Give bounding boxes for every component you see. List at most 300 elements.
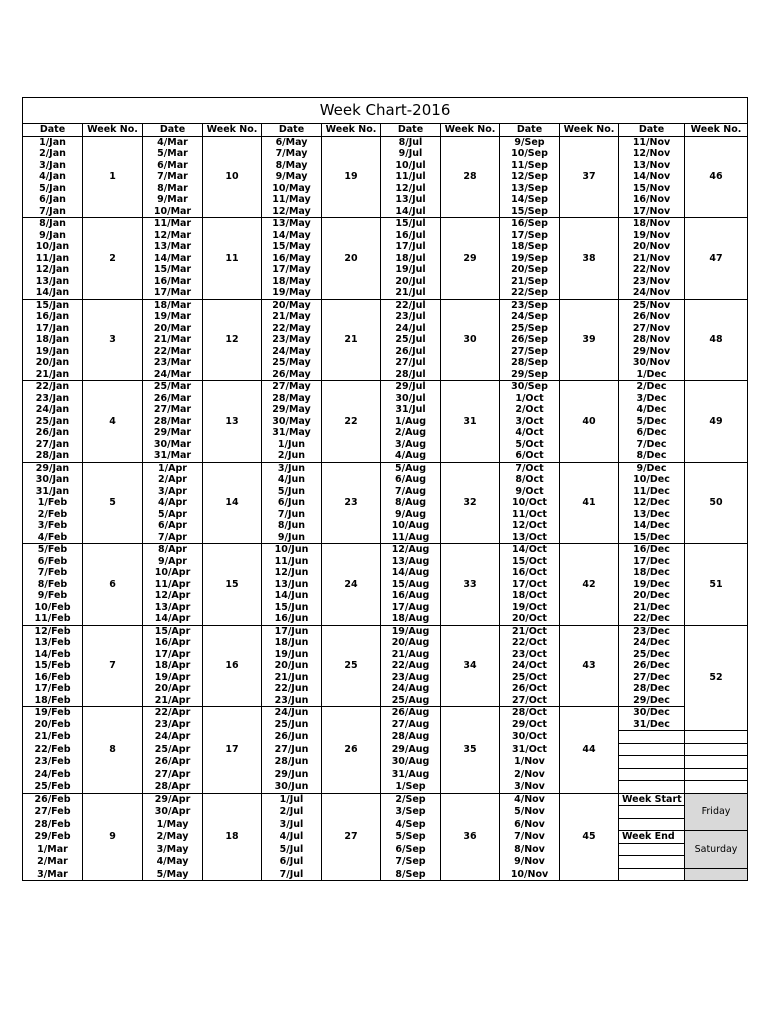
date-cell: 9/Jan bbox=[23, 230, 83, 242]
date-cell: 23/Oct bbox=[500, 649, 560, 661]
date-cell: 23/Jul bbox=[381, 311, 441, 323]
date-cell: 27/Jan bbox=[23, 439, 83, 451]
date-cell: 7/Nov bbox=[500, 831, 560, 844]
date-cell: 9/Nov bbox=[500, 856, 560, 869]
header-week-no: Week No. bbox=[560, 124, 619, 137]
week-number-cell: 27 bbox=[322, 793, 381, 881]
week-start-day: Friday bbox=[685, 793, 748, 831]
date-cell: 3/Nov bbox=[500, 781, 560, 794]
date-cell: 22/Oct bbox=[500, 637, 560, 649]
date-cell: 23/Jun bbox=[262, 695, 322, 707]
date-cell: 9/May bbox=[262, 171, 322, 183]
header-row bbox=[23, 124, 748, 137]
date-cell: 24/Sep bbox=[500, 311, 560, 323]
date-cell: 3/Feb bbox=[23, 520, 83, 532]
date-cell: 1/Sep bbox=[381, 781, 441, 794]
date-cell: 10/Dec bbox=[619, 474, 685, 486]
date-cell: 23/Nov bbox=[619, 276, 685, 288]
date-cell: 21/Nov bbox=[619, 253, 685, 265]
date-cell: 10/Jun bbox=[262, 544, 322, 556]
blank-cell bbox=[619, 818, 685, 831]
date-cell: 27/Jun bbox=[262, 743, 322, 756]
date-cell: 26/Jul bbox=[381, 346, 441, 358]
week-number-cell: 46 bbox=[685, 136, 748, 218]
date-cell: 16/Sep bbox=[500, 218, 560, 230]
week-number-cell: 26 bbox=[322, 707, 381, 794]
date-cell: 5/Mar bbox=[143, 148, 203, 160]
date-cell: 27/Feb bbox=[23, 806, 83, 819]
date-cell: 13/Aug bbox=[381, 556, 441, 568]
date-cell: 18/Aug bbox=[381, 613, 441, 625]
date-cell: 28/Apr bbox=[143, 781, 203, 794]
date-cell: 14/Dec bbox=[619, 520, 685, 532]
date-cell: 8/Feb bbox=[23, 579, 83, 591]
date-cell: 15/Jun bbox=[262, 602, 322, 614]
date-cell: 28/May bbox=[262, 393, 322, 405]
date-cell: 16/Aug bbox=[381, 590, 441, 602]
week-number-cell: 1 bbox=[83, 136, 143, 218]
date-cell: 29/Mar bbox=[143, 427, 203, 439]
date-cell: 9/Mar bbox=[143, 194, 203, 206]
date-cell: 28/Jan bbox=[23, 450, 83, 462]
blank-cell bbox=[619, 843, 685, 856]
date-cell: 11/Oct bbox=[500, 509, 560, 521]
week-number-cell: 10 bbox=[203, 136, 262, 218]
date-cell: 30/Aug bbox=[381, 756, 441, 769]
date-cell: 1/Jan bbox=[23, 136, 83, 148]
date-cell: 14/Oct bbox=[500, 544, 560, 556]
date-cell: 11/Jul bbox=[381, 171, 441, 183]
date-cell: 6/Aug bbox=[381, 474, 441, 486]
date-cell: 24/Jun bbox=[262, 707, 322, 719]
date-cell: 14/Apr bbox=[143, 613, 203, 625]
date-cell: 6/Jan bbox=[23, 194, 83, 206]
date-cell: 19/Apr bbox=[143, 672, 203, 684]
date-cell: 18/Apr bbox=[143, 660, 203, 672]
date-cell: 17/Apr bbox=[143, 649, 203, 661]
date-cell: 10/Feb bbox=[23, 602, 83, 614]
date-cell: 14/May bbox=[262, 230, 322, 242]
date-cell: 31/May bbox=[262, 427, 322, 439]
date-cell: 25/Aug bbox=[381, 695, 441, 707]
date-cell: 24/Jan bbox=[23, 404, 83, 416]
date-cell: 12/Nov bbox=[619, 148, 685, 160]
date-cell: 23/Jan bbox=[23, 393, 83, 405]
date-cell: 7/Oct bbox=[500, 462, 560, 474]
date-cell: 13/Jul bbox=[381, 194, 441, 206]
date-cell: 7/Apr bbox=[143, 532, 203, 544]
date-cell: 19/Aug bbox=[381, 625, 441, 637]
date-cell: 18/Sep bbox=[500, 241, 560, 253]
header-week-no: Week No. bbox=[441, 124, 500, 137]
date-cell: 28/Nov bbox=[619, 334, 685, 346]
blank-cell bbox=[619, 781, 685, 794]
date-cell: 8/Nov bbox=[500, 843, 560, 856]
date-cell: 22/Apr bbox=[143, 707, 203, 719]
date-cell: 22/Jan bbox=[23, 381, 83, 393]
date-cell: 30/Oct bbox=[500, 731, 560, 744]
date-cell: 3/Dec bbox=[619, 393, 685, 405]
date-cell: 19/Jul bbox=[381, 264, 441, 276]
date-cell: 21/Oct bbox=[500, 625, 560, 637]
date-cell: 3/Jun bbox=[262, 462, 322, 474]
date-cell: 10/May bbox=[262, 183, 322, 195]
date-cell: 15/Aug bbox=[381, 579, 441, 591]
date-cell: 28/Feb bbox=[23, 818, 83, 831]
date-cell: 24/Feb bbox=[23, 768, 83, 781]
header-week-no: Week No. bbox=[203, 124, 262, 137]
date-cell: 12/Apr bbox=[143, 590, 203, 602]
date-cell: 8/Jun bbox=[262, 520, 322, 532]
date-cell: 1/May bbox=[143, 818, 203, 831]
date-cell: 13/Sep bbox=[500, 183, 560, 195]
date-cell: 2/Jul bbox=[262, 806, 322, 819]
header-week-no: Week No. bbox=[322, 124, 381, 137]
date-cell: 22/Aug bbox=[381, 660, 441, 672]
date-cell: 19/May bbox=[262, 287, 322, 299]
week-number-cell: 28 bbox=[441, 136, 500, 218]
week-number-cell: 11 bbox=[203, 218, 262, 300]
date-cell: 11/Dec bbox=[619, 486, 685, 498]
header-date: Date bbox=[500, 124, 560, 137]
date-cell: 11/Aug bbox=[381, 532, 441, 544]
week-number-cell: 2 bbox=[83, 218, 143, 300]
date-cell: 11/Feb bbox=[23, 613, 83, 625]
date-cell: 16/Apr bbox=[143, 637, 203, 649]
week-number-cell: 6 bbox=[83, 544, 143, 626]
date-cell: 3/Jan bbox=[23, 160, 83, 172]
date-cell: 25/Nov bbox=[619, 299, 685, 311]
blank-cell bbox=[685, 868, 748, 881]
date-cell: 31/Mar bbox=[143, 450, 203, 462]
date-cell: 24/Dec bbox=[619, 637, 685, 649]
date-cell: 19/Feb bbox=[23, 707, 83, 719]
blank-cell bbox=[619, 731, 685, 744]
date-cell: 24/May bbox=[262, 346, 322, 358]
table-row bbox=[23, 136, 748, 148]
date-cell: 21/Jul bbox=[381, 287, 441, 299]
date-cell: 20/Jun bbox=[262, 660, 322, 672]
week-number-cell: 51 bbox=[685, 544, 748, 626]
date-cell: 6/May bbox=[262, 136, 322, 148]
date-cell: 27/Mar bbox=[143, 404, 203, 416]
date-cell: 30/Sep bbox=[500, 381, 560, 393]
date-cell: 17/Aug bbox=[381, 602, 441, 614]
date-cell: 21/Sep bbox=[500, 276, 560, 288]
date-cell: 29/Nov bbox=[619, 346, 685, 358]
date-cell: 7/Mar bbox=[143, 171, 203, 183]
date-cell: 24/Apr bbox=[143, 731, 203, 744]
date-cell: 29/Dec bbox=[619, 695, 685, 707]
date-cell: 26/Sep bbox=[500, 334, 560, 346]
table-row bbox=[23, 299, 748, 311]
date-cell: 26/Aug bbox=[381, 707, 441, 719]
date-cell: 3/Mar bbox=[23, 868, 83, 881]
date-cell: 15/Dec bbox=[619, 532, 685, 544]
date-cell: 16/Nov bbox=[619, 194, 685, 206]
date-cell: 13/Apr bbox=[143, 602, 203, 614]
date-cell: 1/Nov bbox=[500, 756, 560, 769]
date-cell: 9/Apr bbox=[143, 556, 203, 568]
date-cell: 20/May bbox=[262, 299, 322, 311]
date-cell: 18/Jan bbox=[23, 334, 83, 346]
date-cell: 26/Nov bbox=[619, 311, 685, 323]
week-number-cell: 31 bbox=[441, 381, 500, 463]
date-cell: 1/Aug bbox=[381, 416, 441, 428]
date-cell: 16/Oct bbox=[500, 567, 560, 579]
date-cell: 17/Mar bbox=[143, 287, 203, 299]
date-cell: 17/Oct bbox=[500, 579, 560, 591]
date-cell: 10/Aug bbox=[381, 520, 441, 532]
date-cell: 17/Nov bbox=[619, 206, 685, 218]
date-cell: 10/Jan bbox=[23, 241, 83, 253]
date-cell: 5/May bbox=[143, 868, 203, 881]
week-number-cell: 36 bbox=[441, 793, 500, 881]
date-cell: 22/Jun bbox=[262, 683, 322, 695]
table-row bbox=[23, 544, 748, 556]
date-cell: 30/Dec bbox=[619, 707, 685, 719]
date-cell: 31/Oct bbox=[500, 743, 560, 756]
date-cell: 3/May bbox=[143, 843, 203, 856]
date-cell: 22/Jul bbox=[381, 299, 441, 311]
week-number-cell: 34 bbox=[441, 625, 500, 707]
date-cell: 23/Feb bbox=[23, 756, 83, 769]
date-cell: 12/May bbox=[262, 206, 322, 218]
date-cell: 11/May bbox=[262, 194, 322, 206]
date-cell: 2/Apr bbox=[143, 474, 203, 486]
date-cell: 19/Oct bbox=[500, 602, 560, 614]
date-cell: 11/Jan bbox=[23, 253, 83, 265]
date-cell: 26/Apr bbox=[143, 756, 203, 769]
date-cell: 1/Mar bbox=[23, 843, 83, 856]
date-cell: 5/Nov bbox=[500, 806, 560, 819]
date-cell: 27/Apr bbox=[143, 768, 203, 781]
date-cell: 26/Jun bbox=[262, 731, 322, 744]
week-chart-body bbox=[23, 136, 748, 881]
blank-cell bbox=[685, 768, 748, 781]
week-number-cell: 38 bbox=[560, 218, 619, 300]
week-number-cell: 25 bbox=[322, 625, 381, 707]
date-cell: 1/Jun bbox=[262, 439, 322, 451]
date-cell: 14/Aug bbox=[381, 567, 441, 579]
date-cell: 19/Nov bbox=[619, 230, 685, 242]
date-cell: 29/Feb bbox=[23, 831, 83, 844]
date-cell: 4/Feb bbox=[23, 532, 83, 544]
date-cell: 12/Aug bbox=[381, 544, 441, 556]
date-cell: 4/Nov bbox=[500, 793, 560, 806]
date-cell: 23/Dec bbox=[619, 625, 685, 637]
date-cell: 22/Sep bbox=[500, 287, 560, 299]
date-cell: 15/Jan bbox=[23, 299, 83, 311]
week-number-cell: 52 bbox=[685, 625, 748, 731]
date-cell: 20/Dec bbox=[619, 590, 685, 602]
date-cell: 26/Feb bbox=[23, 793, 83, 806]
date-cell: 1/Apr bbox=[143, 462, 203, 474]
date-cell: 6/Apr bbox=[143, 520, 203, 532]
date-cell: 25/Jun bbox=[262, 719, 322, 731]
blank-cell bbox=[685, 781, 748, 794]
date-cell: 5/Feb bbox=[23, 544, 83, 556]
date-cell: 12/Mar bbox=[143, 230, 203, 242]
date-cell: 21/May bbox=[262, 311, 322, 323]
week-number-cell: 14 bbox=[203, 462, 262, 544]
date-cell: 23/Mar bbox=[143, 357, 203, 369]
date-cell: 2/Aug bbox=[381, 427, 441, 439]
week-number-cell: 39 bbox=[560, 299, 619, 381]
date-cell: 30/May bbox=[262, 416, 322, 428]
date-cell: 2/Nov bbox=[500, 768, 560, 781]
date-cell: 6/Feb bbox=[23, 556, 83, 568]
date-cell: 16/Feb bbox=[23, 672, 83, 684]
week-number-cell: 7 bbox=[83, 625, 143, 707]
date-cell: 23/Aug bbox=[381, 672, 441, 684]
week-number-cell: 19 bbox=[322, 136, 381, 218]
date-cell: 12/Dec bbox=[619, 497, 685, 509]
date-cell: 13/Dec bbox=[619, 509, 685, 521]
header-week-no: Week No. bbox=[83, 124, 143, 137]
date-cell: 5/Oct bbox=[500, 439, 560, 451]
date-cell: 27/Dec bbox=[619, 672, 685, 684]
date-cell: 4/Jul bbox=[262, 831, 322, 844]
blank-cell bbox=[619, 856, 685, 869]
blank-cell bbox=[619, 756, 685, 769]
week-number-cell: 44 bbox=[560, 707, 619, 794]
date-cell: 28/Mar bbox=[143, 416, 203, 428]
date-cell: 11/Sep bbox=[500, 160, 560, 172]
date-cell: 29/Apr bbox=[143, 793, 203, 806]
date-cell: 25/Mar bbox=[143, 381, 203, 393]
date-cell: 5/Jun bbox=[262, 486, 322, 498]
date-cell: 8/May bbox=[262, 160, 322, 172]
date-cell: 17/Sep bbox=[500, 230, 560, 242]
date-cell: 31/Jul bbox=[381, 404, 441, 416]
blank-cell bbox=[685, 731, 748, 744]
date-cell: 29/Jul bbox=[381, 381, 441, 393]
date-cell: 14/Sep bbox=[500, 194, 560, 206]
week-number-cell: 4 bbox=[83, 381, 143, 463]
date-cell: 25/May bbox=[262, 357, 322, 369]
date-cell: 26/Jan bbox=[23, 427, 83, 439]
date-cell: 17/Dec bbox=[619, 556, 685, 568]
date-cell: 31/Dec bbox=[619, 719, 685, 731]
date-cell: 7/May bbox=[262, 148, 322, 160]
date-cell: 18/May bbox=[262, 276, 322, 288]
week-end-day: Saturday bbox=[685, 831, 748, 869]
date-cell: 6/Jun bbox=[262, 497, 322, 509]
date-cell: 29/Jun bbox=[262, 768, 322, 781]
date-cell: 12/Jun bbox=[262, 567, 322, 579]
date-cell: 7/Jul bbox=[262, 868, 322, 881]
week-number-cell: 33 bbox=[441, 544, 500, 626]
date-cell: 24/Oct bbox=[500, 660, 560, 672]
date-cell: 5/Jul bbox=[262, 843, 322, 856]
header-date: Date bbox=[619, 124, 685, 137]
table-row bbox=[23, 707, 748, 719]
week-number-cell: 23 bbox=[322, 462, 381, 544]
date-cell: 16/Jan bbox=[23, 311, 83, 323]
date-cell: 21/Jun bbox=[262, 672, 322, 684]
date-cell: 18/Mar bbox=[143, 299, 203, 311]
week-number-cell: 5 bbox=[83, 462, 143, 544]
date-cell: 27/Nov bbox=[619, 323, 685, 335]
date-cell: 23/May bbox=[262, 334, 322, 346]
date-cell: 5/Sep bbox=[381, 831, 441, 844]
date-cell: 5/Dec bbox=[619, 416, 685, 428]
date-cell: 14/Jun bbox=[262, 590, 322, 602]
blank-cell bbox=[685, 756, 748, 769]
date-cell: 4/Dec bbox=[619, 404, 685, 416]
week-number-cell: 9 bbox=[83, 793, 143, 881]
date-cell: 15/Jul bbox=[381, 218, 441, 230]
date-cell: 18/Dec bbox=[619, 567, 685, 579]
week-number-cell: 49 bbox=[685, 381, 748, 463]
date-cell: 29/Jan bbox=[23, 462, 83, 474]
date-cell: 25/Sep bbox=[500, 323, 560, 335]
table-row bbox=[23, 462, 748, 474]
date-cell: 20/Apr bbox=[143, 683, 203, 695]
date-cell: 23/Apr bbox=[143, 719, 203, 731]
date-cell: 4/May bbox=[143, 856, 203, 869]
header-date: Date bbox=[262, 124, 322, 137]
date-cell: 30/Mar bbox=[143, 439, 203, 451]
date-cell: 9/Dec bbox=[619, 462, 685, 474]
date-cell: 28/Oct bbox=[500, 707, 560, 719]
date-cell: 2/Jan bbox=[23, 148, 83, 160]
date-cell: 25/Oct bbox=[500, 672, 560, 684]
date-cell: 15/Sep bbox=[500, 206, 560, 218]
date-cell: 9/Jun bbox=[262, 532, 322, 544]
date-cell: 12/Oct bbox=[500, 520, 560, 532]
date-cell: 11/Jun bbox=[262, 556, 322, 568]
date-cell: 7/Sep bbox=[381, 856, 441, 869]
date-cell: 16/Jun bbox=[262, 613, 322, 625]
date-cell: 25/Jul bbox=[381, 334, 441, 346]
date-cell: 28/Jun bbox=[262, 756, 322, 769]
date-cell: 13/Jan bbox=[23, 276, 83, 288]
date-cell: 1/Feb bbox=[23, 497, 83, 509]
date-cell: 6/Nov bbox=[500, 818, 560, 831]
date-cell: 15/Mar bbox=[143, 264, 203, 276]
week-number-cell: 8 bbox=[83, 707, 143, 794]
blank-cell bbox=[685, 743, 748, 756]
date-cell: 8/Jan bbox=[23, 218, 83, 230]
date-cell: 19/Jun bbox=[262, 649, 322, 661]
date-cell: 25/Jan bbox=[23, 416, 83, 428]
date-cell: 3/Jul bbox=[262, 818, 322, 831]
week-number-cell: 18 bbox=[203, 793, 262, 881]
date-cell: 22/Dec bbox=[619, 613, 685, 625]
date-cell: 26/Dec bbox=[619, 660, 685, 672]
date-cell: 8/Sep bbox=[381, 868, 441, 881]
header-week-no: Week No. bbox=[685, 124, 748, 137]
week-number-cell: 17 bbox=[203, 707, 262, 794]
blank-cell bbox=[619, 768, 685, 781]
week-start-label: Week Start bbox=[619, 793, 685, 806]
week-number-cell: 24 bbox=[322, 544, 381, 626]
date-cell: 12/Jan bbox=[23, 264, 83, 276]
date-cell: 27/Aug bbox=[381, 719, 441, 731]
date-cell: 30/Nov bbox=[619, 357, 685, 369]
date-cell: 16/Mar bbox=[143, 276, 203, 288]
date-cell: 25/Feb bbox=[23, 781, 83, 794]
date-cell: 25/Dec bbox=[619, 649, 685, 661]
week-number-cell: 30 bbox=[441, 299, 500, 381]
table-row bbox=[23, 793, 748, 806]
date-cell: 7/Aug bbox=[381, 486, 441, 498]
date-cell: 14/Jul bbox=[381, 206, 441, 218]
date-cell: 31/Jan bbox=[23, 486, 83, 498]
date-cell: 18/Jul bbox=[381, 253, 441, 265]
